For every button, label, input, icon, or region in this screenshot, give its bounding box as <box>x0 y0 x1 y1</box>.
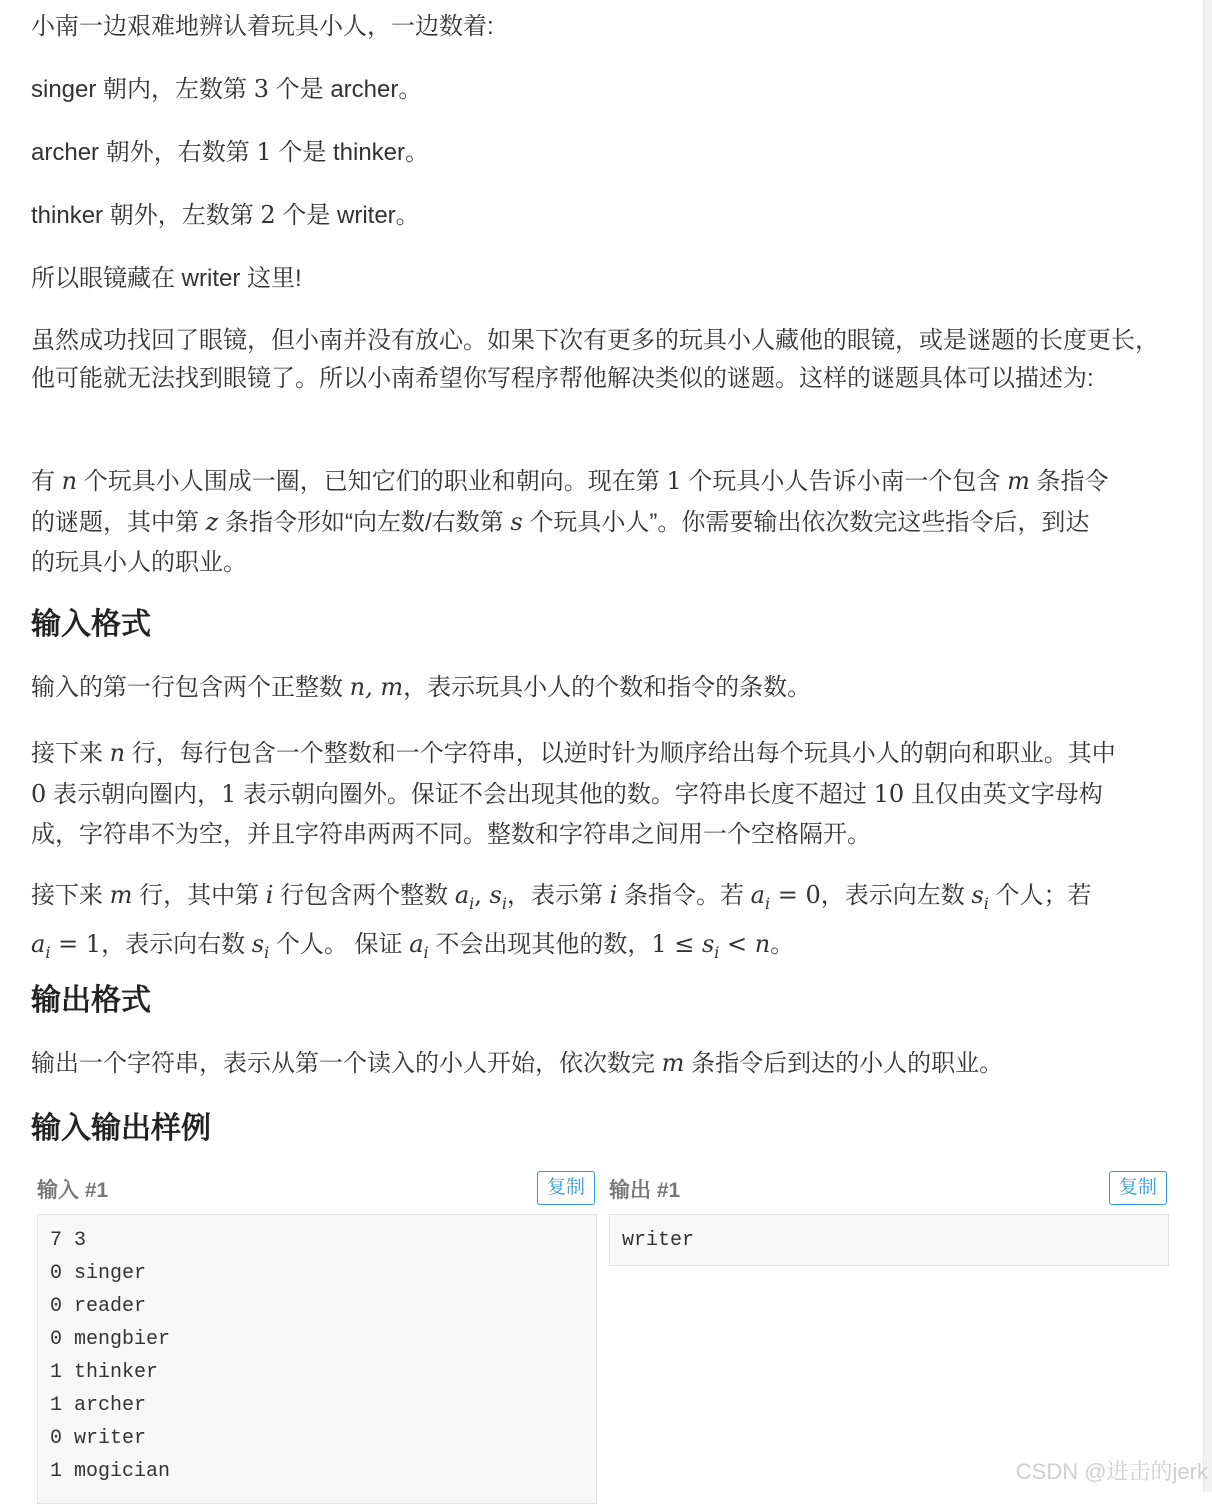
code-line: 0 writer <box>50 1427 147 1450</box>
story-paragraph-6: 虽然成功找回了眼镜，但小南并没有放心。如果下次有更多的玩具小人藏他的眼镜，或是谜题的长度更长，他可能就无法找到眼镜了。所以小南希望你写程序帮他解决类似的谜题。这样的谜题具体可以描述为: <box>31 327 1159 392</box>
code-line: 1 archer <box>50 1394 147 1417</box>
story-paragraph-5: 所以眼镜藏在 writer 这里! <box>31 265 302 292</box>
story-paragraph-4: thinker 朝外，左数第 2 个是 writer。 <box>31 201 420 229</box>
output-format-line-1: 输出一个字符串，表示从第一个读入的小人开始，依次数完 m 条指令后到达的小人的职业。 <box>31 1049 1004 1077</box>
code-line: writer <box>622 1229 695 1252</box>
input-format-line-2: 接下来 n 行，每行包含一个整数和一个字符串，以逆时针为顺序给出每个玩具小人的朝向和职业。其中 0 表示朝向圈内，1 表示朝向圈外。保证不会出现其他的数。字符串长度不超过 10 且仅由英文字母构 成，字符串不为空，并且字符串两两不同。整数和字符串之间用一个空格隔开。 <box>31 739 1116 848</box>
problem-statement: 有 n 个玩具小人围成一圈，已知它们的职业和朝向。现在第 1 个玩具小人告诉小南一个包含 m 条指令 的谜题，其中第 z 条指令形如“向左数/右数第 s 个玩具小人”。你需要输出依次数完这些指令后，到达 的玩具小人的职业。 <box>31 467 1109 576</box>
scrollbar-track[interactable] <box>1203 0 1212 1492</box>
story-paragraph-3: archer 朝外，右数第 1 个是 thinker。 <box>31 138 430 166</box>
code-line: 1 mogician <box>50 1460 171 1483</box>
sample-output-label: 输出 #1 <box>609 1179 681 1202</box>
sample-output-box[interactable] <box>609 1214 1169 1266</box>
input-format-line-3: 接下来 m 行，其中第 i 行包含两个整数 $a_i$, $s_i$，表示第 i 条指令。若 $a_i = 0$，表示向左数 $s_i$ 个人；若 $a_i = 1$，表示向右数 $s_i$ 个人。 保证 $a_i$ 不会出现其他的数，$1 \le s_i < n$。 <box>31 881 1092 962</box>
sample-input-label: 输入 #1 <box>37 1179 109 1202</box>
sample-input-box[interactable] <box>37 1214 597 1504</box>
copy-output-button[interactable]: 复制 <box>1109 1171 1167 1205</box>
input-format-heading: 输入格式 <box>31 608 151 641</box>
code-line: 0 reader <box>50 1295 147 1318</box>
story-paragraph-1: 小南一边艰难地辨认着玩具小人，一边数着: <box>31 13 494 40</box>
code-line: 7 3 <box>50 1229 87 1252</box>
copy-input-button[interactable]: 复制 <box>537 1171 595 1205</box>
watermark: CSDN @进击的jerk <box>1015 1459 1208 1484</box>
sample-input-lines <box>50 1224 596 1488</box>
sample-output-lines <box>622 1224 1168 1257</box>
input-format-line-1: 输入的第一行包含两个正整数 n, m，表示玩具小人的个数和指令的条数。 <box>31 673 812 701</box>
output-format-heading: 输出格式 <box>31 984 151 1017</box>
code-line: 0 singer <box>50 1262 147 1285</box>
samples-heading: 输入输出样例 <box>31 1112 211 1145</box>
story-paragraph-2: singer 朝内，左数第 3 个是 archer。 <box>31 75 423 103</box>
code-line: 0 mengbier <box>50 1328 171 1351</box>
code-line: 1 thinker <box>50 1361 159 1384</box>
